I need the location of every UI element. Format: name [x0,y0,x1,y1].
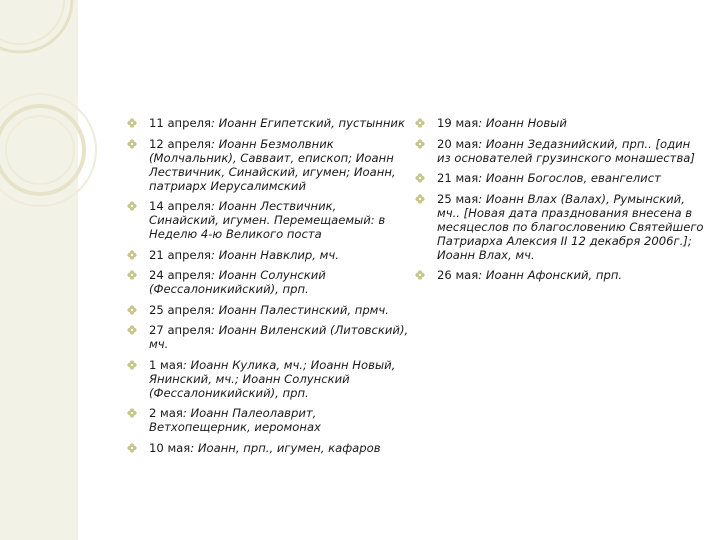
entry-date: 2 мая [149,406,183,420]
entry-text: : Иоанн Солунский (Фессалоникийский), прп. [149,268,326,296]
entry-date: 25 мая [437,191,479,206]
entry-date: 12 апреля [149,136,211,151]
entry-text: : Иоанн Египетский, пустынник [211,116,405,130]
entry-text: : Иоанн Богослов, евангелист [478,171,661,185]
right-column [415,116,705,289]
list-item [127,441,409,455]
list-item [415,137,705,165]
list-item [415,192,705,262]
entry-date: 27 апреля [149,323,211,337]
entry-date: 21 апреля [149,247,211,262]
clover-bullet-icon [127,325,137,335]
entry-text: : Иоанн Афонский, прп. [478,268,623,282]
clover-bullet-icon [415,270,425,280]
entry-text: : Иоанн Безмолвник (Молчальник), Савваит, епископ; Иоанн Лествичник, Синайский, игумен; Иоанн, патриарх Иерусалимский [149,136,396,193]
list-item [127,116,409,130]
list-item [127,323,409,351]
entry-text: : Иоанн Палеолаврит, Ветхопещерник, иеромонах [149,406,321,434]
entry-date: 11 апреля [149,116,211,130]
clover-bullet-icon [127,408,137,418]
left-column [127,116,409,461]
list-item [415,171,705,185]
clover-bullet-icon [127,305,137,315]
entry-text: : Иоанн Новый [478,116,567,130]
entry-text: : Иоанн Влах (Валах), Румынский, мч.. [Новая дата празднования внесена в месяцеслов по благословению Святейшего Патриарха Алексия II 12 декабря 2006г.]; Иоанн Влах, мч. [437,191,704,262]
entry-text: : Иоанн Виленский (Литовский), мч. [149,323,409,351]
entry-text: : Иоанн Навклир, мч. [211,247,339,262]
clover-bullet-icon [415,139,425,149]
entry-date: 19 мая [437,116,479,130]
list-item [415,268,705,282]
entry-date: 26 мая [437,268,479,282]
list-item [127,199,409,241]
list-item [127,406,409,434]
entry-text: : Иоанн Кулика, мч.; Иоанн Новый, Янинский, мч.; Иоанн Солунский (Фессалоникийский), прп. [149,357,396,400]
clover-bullet-icon [415,194,425,204]
list-item [415,116,705,130]
entry-date: 20 мая [437,136,479,151]
list-item [127,137,409,193]
list-item [127,268,409,296]
list-item [127,358,409,400]
clover-bullet-icon [127,270,137,280]
clover-bullet-icon [127,118,137,128]
clover-bullet-icon [127,201,137,211]
clover-bullet-icon [127,443,137,453]
entry-date: 14 апреля [149,199,211,213]
entry-text: : Иоанн Лествичник, Синайский, игумен. Перемещаемый: в Неделю 4-ю Великого поста [149,199,386,241]
clover-bullet-icon [415,173,425,183]
entry-date: 24 апреля [149,268,211,282]
entry-date: 25 апреля [149,302,211,317]
list-item [127,303,409,317]
clover-bullet-icon [415,118,425,128]
clover-bullet-icon [127,360,137,370]
list-item [127,248,409,262]
entry-text: : Иоанн, прп., игумен, кафаров [190,440,381,455]
entry-date: 1 мая [149,357,183,372]
clover-bullet-icon [127,139,137,149]
entry-date: 21 мая [437,171,479,185]
entry-text: : Иоанн Палестинский, прмч. [211,302,389,317]
entry-text: : Иоанн Зедазнийский, прп.. [один из основателей грузинского монашества] [437,136,695,165]
clover-bullet-icon [127,250,137,260]
entry-date: 10 мая [149,440,191,455]
